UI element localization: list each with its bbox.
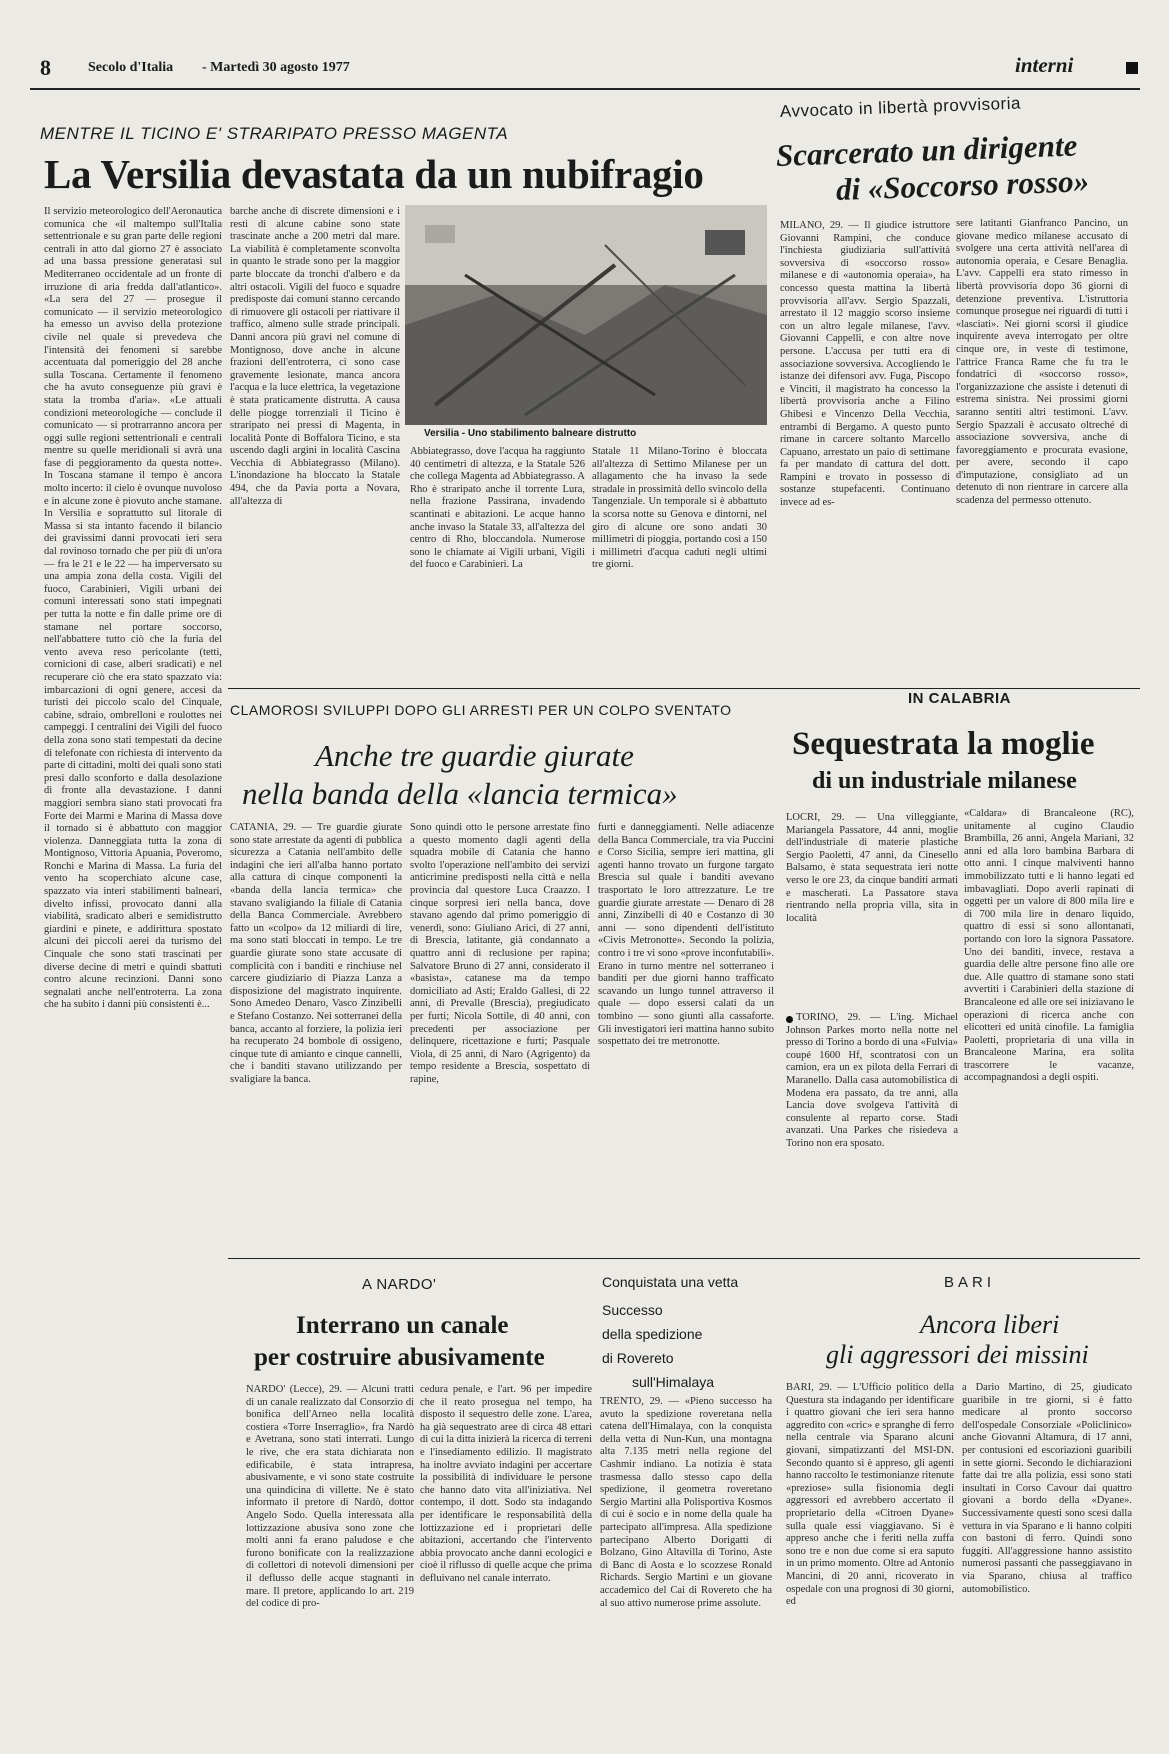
article-text-column: Abbiategrasso, dove l'acqua ha raggiunto 40 centimetri di altezza, e la Statale 526 che collega Magenta ad Abbiategrasso. A Rho è straripato anche il torrente Lura, nella frazione Passirana, invadendo scantinati e abitazioni. Le acque hanno anche invaso la Statale 33, all'altezza del centro di Rho, bloccandola. Numerose sono le chiamate ai Vigili urbani, Vigili del fuoco e Carabinieri. La: [410, 446, 585, 571]
photo-caption: Versilia - Uno stabilimento balneare distrutto: [424, 428, 637, 439]
article-kicker: IN CALABRIA: [908, 690, 1011, 707]
article-headline: Sequestrata la moglie: [792, 726, 1095, 762]
article-kicker-line: Successo: [602, 1302, 663, 1318]
article-kicker: Avvocato in libertà provvisoria: [779, 93, 1022, 121]
article-headline: La Versilia devastata da un nubifragio: [44, 151, 704, 197]
article-headline-line2: di «Soccorso rosso»: [835, 163, 1090, 207]
article-headline: Ancora liberi: [920, 1310, 1060, 1339]
issue-date: - Martedì 30 agosto 1977: [202, 60, 350, 75]
masthead: Secolo d'Italia: [88, 60, 174, 75]
article-kicker-line: sull'Himalaya: [632, 1374, 715, 1390]
article-text-column: CATANIA, 29. — Tre guardie giurate sono state arrestate da agenti di pubblica sicurezza a Catania nell'ambito delle indagini che ieri all'alba hanno portato alla cattura di cinque componenti la «banda della lancia termica» che stavano svaligiando la filiale di Catania della Banca Commerciale. Avrebbero fatto un «colpo» da 12 miliardi di lire, ma sono stati bloccati in tempo. Le tre guardie giurate sono state accusate di complicità con i banditi e rinchiuse nel carcere giudiziario di Piazza Lanza a disposizione del magistrato inquirente. Sono Amedeo Denaro, Vasco Zinzibelli e Stefano Costanzo. Nei sotterranei della banca, accanto al forziere, la polizia ieri ha recuperato 24 bombole di ossigeno, cinque tute di amianto e cinque cannelli, che i banditi stavano utilizzando per svaligiare la banca.: [230, 822, 402, 1085]
article-text-column: TRENTO, 29. — «Pieno successo ha avuto la spedizione roveretana nella catena dell'Himalaya, con la conquista della vetta di Nun-Kun, una montagna alta 7.135 metri nella regione del Cashmir indiano. La notizia è stata trasmessa dallo stesso capo della spedizione, il geometra roveretano Sergio Martini alla Polisportiva Kosmos di cui è socio e in nome della quale ha partecipato all'impresa. Alla spedizione partecipano Alberto Dorigatti di Bolzano, Gino Altavilla di Torino, Aste di Banc di Aosta e lo scozzese Ronald Richards. Sergio Martini e un giovane accademico del Cai di Rovereto che ha al suo attivo numerose prime assolute.: [600, 1396, 772, 1609]
article-text-column: «Caldara» di Brancaleone (RC), unitamente al cugino Claudio Brambilla, 26 anni, Angela Mariani, 32 anni ed alla loro bambina Barbara di otto anni. I cinque malviventi hanno immobilizzato tutti e li hanno legati ed imbavagliati. Dopo averli rapinati di oggetti per un valore di 800 mila lire e di 700 mila lire in denaro liquido, quattro di essi si sono allontanati, portando con loro la signora Passatore. Uno dei banditi, invece, restava a guardia delle altre persone fino alle ore due. Alle quattro di stamane sono stati avvertiti i Carabinieri della stazione di Brancaleone ed alle ore sei iniziavano le operazioni di ricerca anche con elicotteri ed unità cinofile. La famiglia Paoletti, proprietaria di una villa in Brancaleone Marina, era solita trascorrere le vacanze, accompagnandosi a degli ospiti.: [964, 808, 1134, 1084]
article-kicker: BARI: [944, 1274, 996, 1291]
article-text-column: a Dario Martino, di 25, giudicato guaribile in tre giorni, si è fatto medicare al pronto soccorso dell'ospedale Consorziale «Policlinico» anche Giovanni Altamura, di 17 anni, per contusioni ed escoriazioni guaribili in sette giorni. Secondo le dichiarazioni fatte dai tre alla polizia, essi sono stati insultati in Corso Cavour dai quattro giovani a bordo della «Dyane». Successivamente questi sono scesi dalla vettura in via Sparano e li hanno colpiti con bastoni di ferro. Quindi sono fuggiti. All'aggressione hanno assistito numerosi passanti che passeggiavano in via Sparano, chiusa al traffico automobilistico.: [962, 1382, 1132, 1595]
article-text-column: Il servizio meteorologico dell'Aeronautica comunica che «il maltempo sull'Italia settentrionale e su gran parte delle regioni centrali in atto dal giorno 27 è associato ad una bassa pressione generatasi sul Mediterraneo occidentale ad un fronte di irruzione di aria fredda dall'atlantico». «La sera del 27 — prosegue il comunicato — il servizio meteorologico ha emesso un avviso della protezione civile nel quale si prevedeva che l'intensità dei fenomeni si sarebbe accentuata dal pomeriggio del 28 anche sulla Toscana. Certamente il fenomeno che ha avuto conseguenze più gravi è stata la tromba d'aria». «Le attuali condizioni meteorologiche — conclude il comunicato — si protrarranno ancora per oggi sulle regioni settentrionali e centrali mentre su quelle meridionali si avrà una fase di peggioramento da questa notte». In Toscana stamane il tempo è ancora molto incerto: il cielo è ovunque nuvoloso e in alcune zone è piovuto anche stamane. In Versilia e soprattutto sul litorale di Massa si sta intanto facendo il bilancio dei gravissimi danni provocati ieri sera dal rovinoso tornado che per più di un'ora — fra le 21 e le 22 — ha imperversato su una ampia zona della costa. Vigili del fuoco, Carabinieri, Vigili urbani dei comuni interessati sono stati impegnati per tutta la notte e fin dalle prime ore di stamane nel portare soccorso, nell'abbattere tutto ciò che la furia del vento aveva reso pericolante (tetti, cornicioni di case, alberi sradicati) e nel recuperare ciò che era stato spazzato via: imbarcazioni di ogni genere, accesi da turisti dei piccolo scalo del Cinquale, cabine, sdraio, ombrelloni e roulottes nei campeggi. I centralini dei Vigili del fuoco della zona sono stati tempestati da decine di telefonate con richiesta di intervento da parte di cittadini, molti dei quali sono stati presi dallo sconforto e dalla desolazione di fronte alla devastazione. I danni maggiori sembra siano stati provocati fra Forte dei Marmi e Marina di Massa dove il tornado si è abbattuto con maggior violenza. Danneggiata tutta la zona di Montignoso, Vittoria Apuania, Poveromo, Ronchi e Marina di Massa. La furia del vento ha scoperchiato alcune case, spazzato via interi stabilimenti balneari, divelto infissi, provocato danni alla viabilità, sradicato alberi e semidistrutto giardini e pinete, e addirittura spostato alcuni dei piccoli aerei da turismo del Cinquale che sono stati trascinati per diverse decine di metri e quindi sbattuti contro alcune recinzioni. Danni sono segnalati anche nell'entroterra. La zona che ha subito i danni più consistenti è...: [44, 206, 222, 1011]
article-text-column: TORINO, 29. — L'ing. Michael Johnson Parkes morto nella notte nel presso di Torino a bordo di una «Fulvia» coupé 1600 Hf, scontratosi con un camion, era un ex pilota della Ferrari di Maranello. Dalla casa automobilistica di Modena era passato, da tre anni, alla Lancia dove svolgeva l'attività di consulente al reparto corse. Stadi avanzati. Una Parkes che risiedeva a Torino non era sposato.: [786, 1012, 958, 1149]
article-text-column: furti e danneggiamenti. Nelle adiacenze della Banca Commerciale, tra via Puccini e Corso Sicilia, sempre ieri mattina, gli agenti hanno trovato un furgone targato Brescia sul quale i banditi avevano trasportato le loro attrezzature. Le tre guardie giurate arrestate — Denaro di 28 anni, Zinzibelli di 40 e Costanzo di 30 anni — sono dipendenti dell'istituto «Civis Metronotte». Secondo la polizia, contro i tre vi sono «prove inconfutabili». Erano in turno mentre nel sotterraneo i banditi per due giorni hanno trafficato scavando un lungo tunnel attraverso il quale — dopo essersi calati da un tombino — sono giunti alla cassaforte. Gli investigatori ieri mattina hanno subito sospettato dei tre metronotte.: [598, 822, 774, 1048]
article-headline: Interrano un canale: [296, 1312, 509, 1339]
article-text-column: Sono quindi otto le persone arrestate fino a questo momento dagli agenti della squadra mobile di Catania che hanno svolto l'operazione nell'ambito dei servizi anticrimine predisposti nella città e nella provincia dal questore Luca Craazzo. I cinque sorpresi ieri nella banca, dove stavano agendo dal primo pomeriggio di venerdì, sono: Giuliano Arici, di 27 anni, di Brescia, latitante, già condannato a quattro anni di reclusione per rapina; Salvatore Bruno di 27 anni, considerato il «basista», catanese ma da tempo domiciliato ad Asti; Eraldo Gallesi, di 22 anni, di Prevalle (Brescia), pregiudicato per furti; Nicola Sottile, di 40 anni, con precedenti per associazione per delinquere, ricettazione e furti; Pasquale Viola, di 25 anni, di Naro (Agrigento) da tempo residente a Brescia, sospettato di rapine,: [410, 822, 590, 1085]
article-kicker: A NARDO': [362, 1276, 437, 1293]
article-text-column: cedura penale, e l'art. 96 per impedire che il reato prosegua nel tempo, ha disposto il sequestro delle zone. L'area, ha già sequestrato aree di circa 48 ettari di cui la ditta inizierà la ricerca di terreni e l'insediamento edilizio. Il magistrato ha inoltre avviato indagini per accertare la possibilità di individuare le persone che hanno dato vita all'iniziativa. Nel contempo, il dott. Sodo sta indagando per identificare le responsabilità della lottizzazione ed i proprietari delle abitazioni, accertando che l'intervento abbia provocato anche danni ecologici e cioè il riflusso di quelle acque che prima defluivano nel canale interrato.: [420, 1384, 592, 1584]
section-square-icon: [1126, 62, 1138, 74]
article-headline-line2: per costruire abusivamente: [254, 1344, 545, 1371]
article-text-column: Statale 11 Milano-Torino è bloccata all'altezza di Settimo Milanese per un allagamento che ha invaso la sede stradale in prossimità dello svincolo della Tangenziale. Un temporale si è abbattuto la scorsa notte su Genova e dintorni, nel giro di alcune ore sono andati 30 millimetri di pioggia, portando così a 150 i millimetri d'acqua caduti negli ultimi tre giorni.: [592, 446, 767, 571]
section-divider: [228, 688, 1140, 689]
article-text-column: BARI, 29. — L'Ufficio politico della Questura sta indagando per identificare i quattro giovani che ieri sera hanno aggredito con «cric» e spranghe di ferro nella centrale via Sparano alcuni giovani, simpatizzanti del MSI-DN. Secondo quanto si è appreso, gli agenti hanno raccolto le testimonianze ritenute «preziose» sulla fisionomia degli aggressori ed avrebbero accertato il proprietario della «Citroen Dyane» sulla quale essi viaggiavano. Si è appreso anche che i feriti nella zuffa sono tre e non due come si era saputo in un primo momento. Oltre ad Antonio Mancini, di 20 anni, ricoverato in ospedale con una prognosi di 30 giorni, ed: [786, 1382, 954, 1608]
article-kicker-line: di Rovereto: [602, 1350, 674, 1366]
article-text-column: barche anche di discrete dimensioni e i resti di alcune cabine sono state trascinate anche a 200 metri dal mare. La viabilità è completamente sconvolta in quanto le strade sono per la maggior parte bloccate da tronchi d'albero e da altri ostacoli. Vigili del fuoco e squadre predisposte dai comuni stanno cercando di rimuovere gli ostacoli per riattivare il traffico, almeno sulle strade principali. Danni ancora più gravi nel comune di Montignoso, dove anche in alcune frazioni dell'entroterra, ci sono case gravemente lesionate, manca ancora l'acqua e la luce elettrica, la vegetazione è stata praticamente distrutta. A causa delle piogge torrenziali il Ticino è straripato nei pressi di Magenta, in località Ponte di Boffalora Ticino, e sta uscendo dagli argini in località Cascina Vecchia di Abbiategrasso (Milano). L'inondazione ha bloccato la Statale 494, che da Pavia porta a Novara, all'altezza di: [230, 206, 400, 507]
article-kicker: MENTRE IL TICINO E' STRARIPATO PRESSO MAGENTA: [40, 124, 509, 143]
article-headline-line2: di un industriale milanese: [812, 768, 1077, 794]
article-kicker-line: della spedizione: [602, 1326, 703, 1342]
article-photo: [405, 205, 767, 425]
page-header: [30, 50, 1140, 90]
section-divider: [228, 1258, 1140, 1259]
article-text-column: MILANO, 29. — Il giudice istruttore Giovanni Rampini, che conduce l'inchiesta giudiziaria sull'attività sovversiva di «soccorso rosso» milanese e di «autonomia operaia», ha concesso questa mattina la libertà provvisoria all'avv. Sergio Spazzali, arrestato il 12 maggio scorso insieme con un altro legale milanese, l'avv. Giovanni Cappelli, e con altre nove persone. L'accusa per tutti era di associazione sovversiva. Accogliendo le istanze dei difensori avv. Fuga, Piscopo e Vinciti, il magistrato ha concesso la libertà provvisoria anche a Filino Ghibesi e Vincenzo Della Vecchia, entrambi di Bergamo. A questo punto rimane in carcere soltanto Marcello Capuano, arrestato un paio di settimane fa per mandato di cattura del dott. Rampini e trovato in possesso di sostanze stupefacenti. Continuano invece ad es-: [780, 220, 950, 509]
article-headline: Scarcerato un dirigente: [775, 127, 1078, 173]
section-name: interni: [1015, 53, 1074, 77]
article-headline: Anche tre guardie giurate: [315, 738, 634, 773]
article-text-column: LOCRI, 29. — Una villeggiante, Mariangela Passatore, 44 anni, moglie dell'industriale di materie plastiche Sergio Paoletti, 47 anni, da Cinesello Balsamo, è stata sequestrata ieri notte verso le ore 23, da cinque banditi armati e mascherati. La Passatore stava rientrando nella propria villa, sita in località: [786, 812, 958, 924]
beach-debris-image: [405, 205, 767, 425]
page-number: 8: [40, 55, 51, 80]
article-text-column: sere latitanti Gianfranco Pancino, un giovane medico milanese accusato di svolgere una certa attività nell'area di autonomia operaia, e Cesare Benaglia. L'avv. Cappelli era stato rimesso in libertà provvisoria dopo 36 giorni di detenzione preventiva. L'istruttoria comunque prosegue nei riguardi di tutti i «lasciati». Nei giorni scorsi il giudice inquirente aveva interrogato per oltre cinque ore, in veste di testimone, l'attrice Franca Rame che fu tra le fondatrici di «soccorso rosso», l'organizzazione che assiste i detenuti di estrema sinistra. Nei prossimi giorni saranno sentiti altri testimoni. L'avv. Sergio Spazzali è accusato oltreché di associazione sovversiva, anche di favoreggiamento e procurata evasione, per avere, secondo il capo d'imputazione, consigliato ad un detenuto di non rientrare in carcere alla scadenza del permesso ottenuto.: [956, 218, 1128, 507]
article-headline-line2: nella banda della «lancia termica»: [242, 776, 678, 811]
article-kicker: CLAMOROSI SVILUPPI DOPO GLI ARRESTI PER UN COLPO SVENTATO: [230, 702, 732, 718]
article-headline-line2: gli aggressori dei missini: [826, 1340, 1089, 1369]
article-kicker: Conquistata una vetta: [602, 1274, 739, 1290]
header-rule: [30, 88, 1140, 90]
article-text-column: NARDO' (Lecce), 29. — Alcuni tratti di un canale realizzato dal Consorzio di bonifica dell'Arneo nella località costiera «Torre Inserraglio», fra Nardò e Avetrana, sono stati interrati. Lungo le rive, che era stata dichiarata non edificabile, è stata intrapresa, abusivamente, e vi sono state costruite una quindicina di villette. Ne è stato informato il pretore di Nardò, dottor Angelo Sodo. Quella interessata alla lottizzazione abusiva sono zone che molti anni fa erano paludose e che furono bonificate con la realizzazione di collettori di notevoli dimensioni per il deflusso delle acque stagnanti in mare. Il pretore, applicando lo art. 219 del codice di pro-: [246, 1384, 414, 1610]
